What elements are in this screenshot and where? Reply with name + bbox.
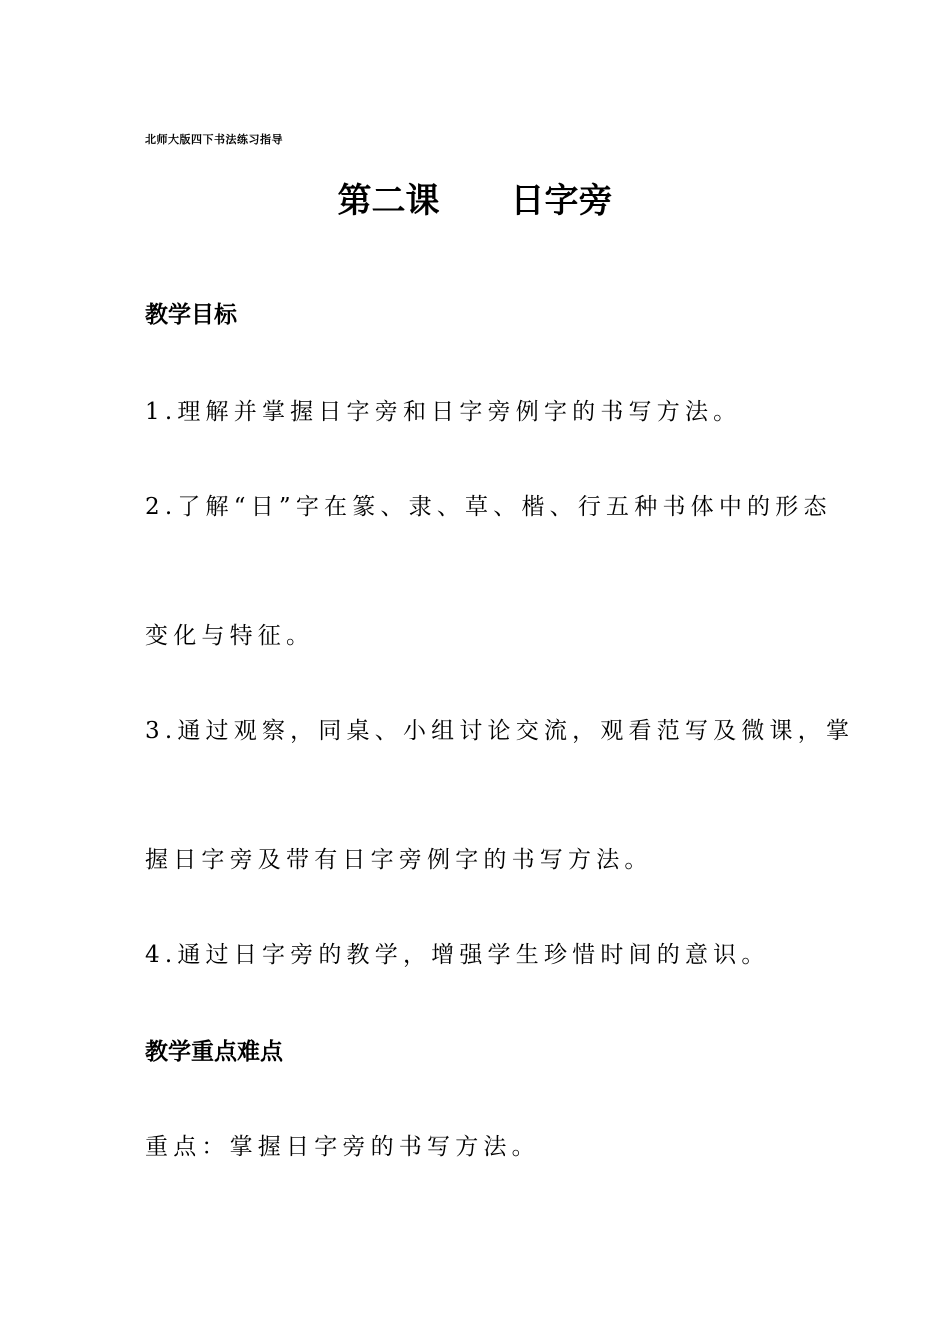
section-heading-objectives: 教学目标 — [145, 302, 237, 328]
header-note: 北师大版四下书法练习指导 — [145, 133, 283, 146]
objective-line-1: 1.理解并掌握日字旁和日字旁例字的书写方法。 — [145, 399, 742, 425]
key-point-line-1: 重点：掌握日字旁的书写方法。 — [145, 1134, 540, 1160]
objective-line-2-continued: 变化与特征。 — [145, 623, 315, 649]
objective-line-3: 3.通过观察，同桌、小组讨论交流，观看范写及微课，掌 — [145, 718, 855, 744]
lesson-title: 第二课 日字旁 — [337, 181, 613, 221]
objective-line-3-continued: 握日字旁及带有日字旁例字的书写方法。 — [145, 847, 653, 873]
objective-line-2: 2.了解“日”字在篆、隶、草、楷、行五种书体中的形态 — [145, 494, 832, 520]
objective-line-4: 4.通过日字旁的教学，增强学生珍惜时间的意识。 — [145, 942, 770, 968]
section-heading-key-points: 教学重点难点 — [145, 1039, 283, 1065]
